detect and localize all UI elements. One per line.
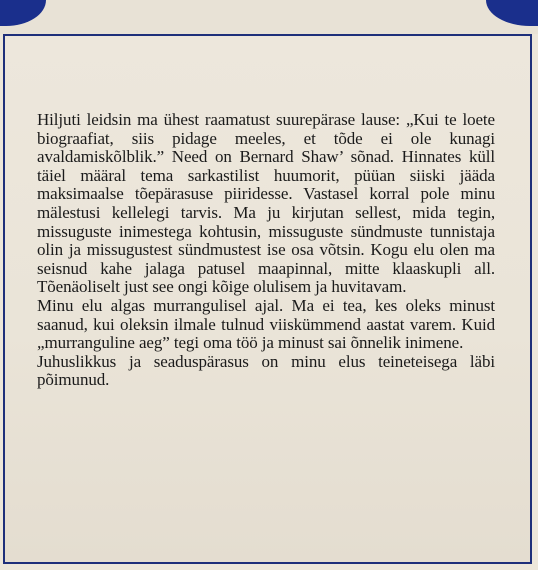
paragraph-1: Hiljuti leidsin ma ühest raamatust suurepärase lause: „Kui te loete biograafiat, siis pidage meeles, et tõde ei ole kunagi avaldamiskõlblik.” Need on Bernard Shaw’ sõnad. Hinnates küll täiel määral tema sarkastilist huumorit, püüan siiski jääda maksimaalse tõepärasuse piiridesse. Vastasel korral pole minu mälestusi kellelegi tarvis. Ma ju kirjutan sellest, mida tegin, missuguste inimestega kohtusin, missuguste sündmuste tunnistaja olin ja missugustest sündmustest ise osa võtsin. Kogu elu olen ma seisnud kahe jalaga patusel maapinnal, mitte klaaskupli all. Tõenäoliselt just see ongi kõige olulisem ja huvitavam. bbox=[37, 110, 495, 297]
top-band bbox=[0, 0, 538, 34]
paragraph-3: Juhuslikkus ja seaduspärasus on minu elus teineteisega läbi põimunud. bbox=[37, 351, 495, 390]
paragraph-2: Minu elu algas murrangulisel ajal. Ma ei tea, kes oleks minust saanud, kui oleksin ilmale tulnud viiskümmend aastat varem. Kuid „murranguline aeg” tegi oma töö ja minust sai õnnelik inimene. bbox=[37, 295, 495, 353]
document-body bbox=[37, 111, 495, 390]
